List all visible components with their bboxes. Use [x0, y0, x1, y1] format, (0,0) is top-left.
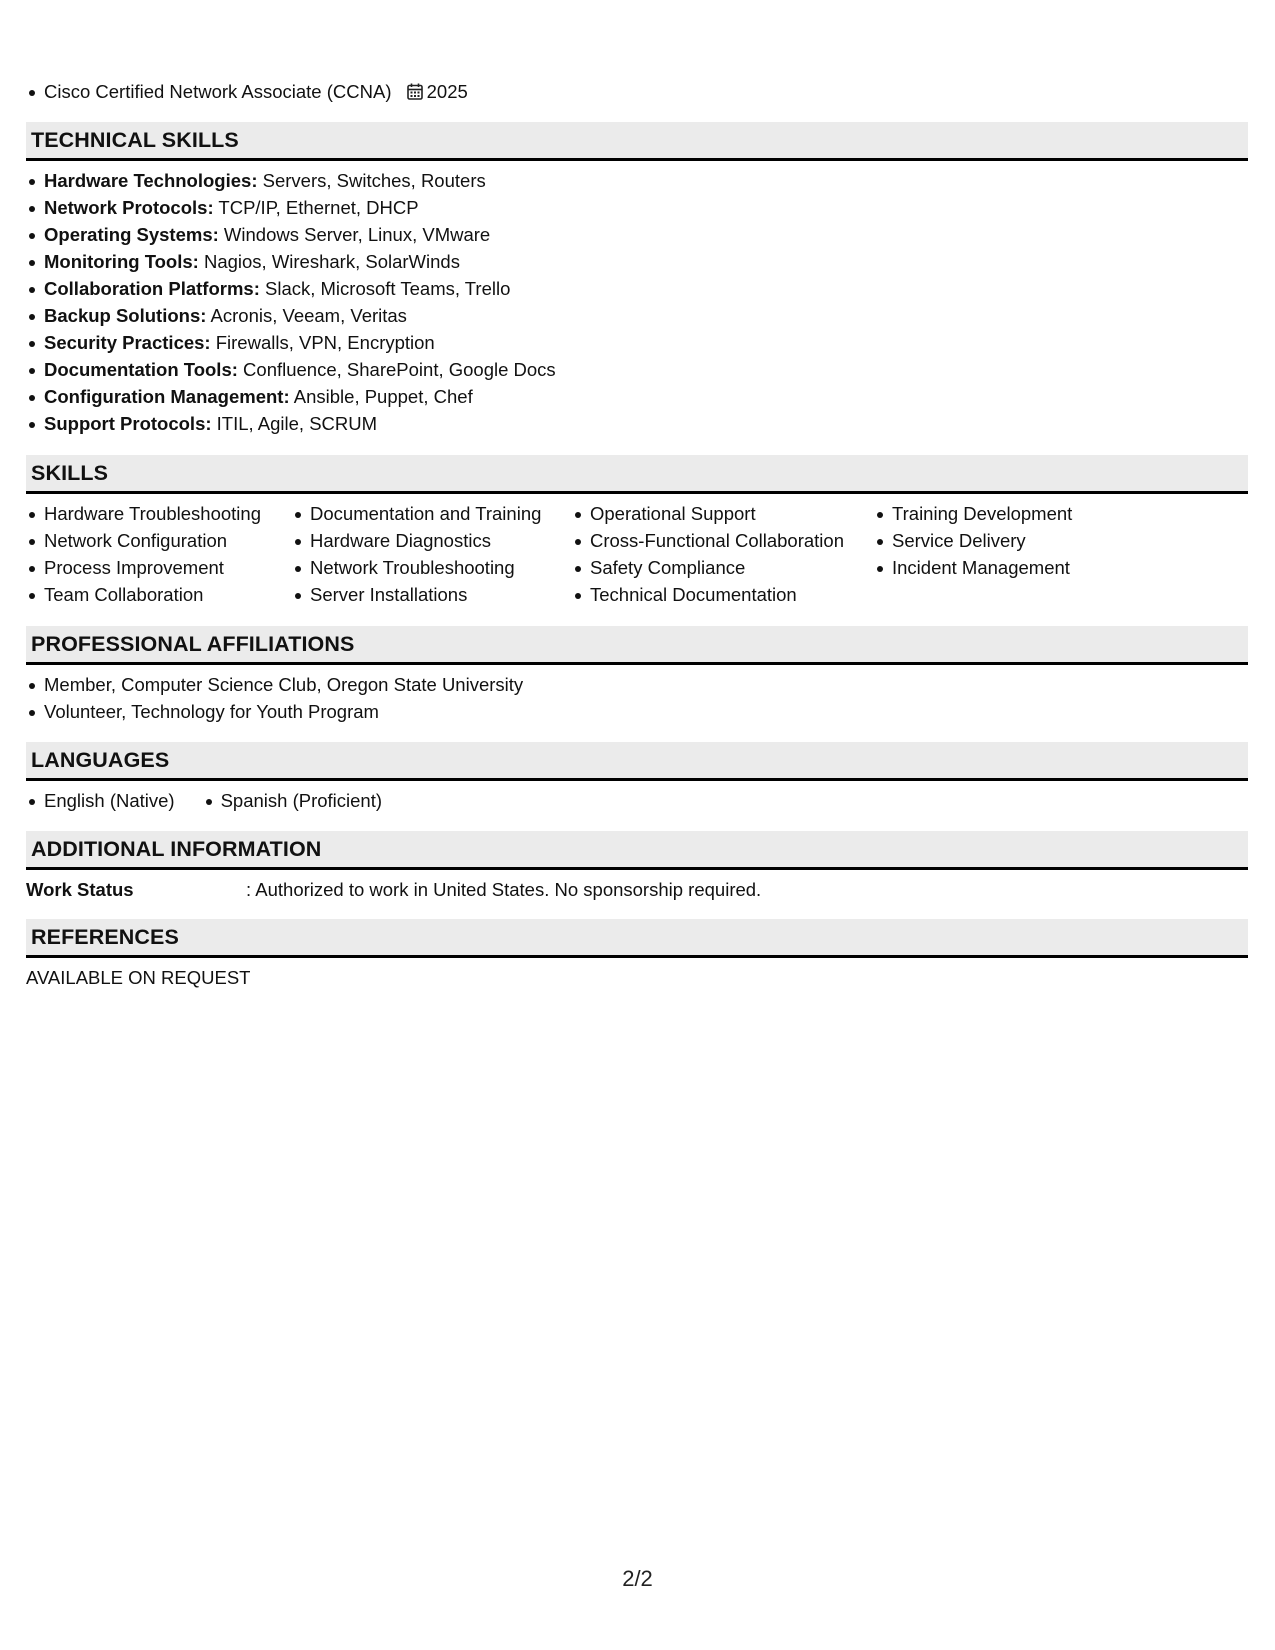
list-item: Incident Management [874, 554, 1094, 581]
list-item [26, 275, 556, 302]
section-title: PROFESSIONAL AFFILIATIONS [31, 632, 355, 656]
work-status-value: : Authorized to work in United States. No sponsorship required. [246, 879, 762, 900]
list-item: Network Troubleshooting [292, 554, 572, 581]
skills-columns [26, 500, 1094, 608]
skill-category: Security Practices: [44, 332, 211, 353]
list-item: Technical Documentation [572, 581, 874, 608]
skill-values: Servers, Switches, Routers [262, 170, 486, 191]
list-item: Documentation and Training [292, 500, 572, 527]
list-item: Process Improvement [26, 554, 292, 581]
list-item: Server Installations [292, 581, 572, 608]
list-item [26, 248, 556, 275]
list-item: Operational Support [572, 500, 874, 527]
languages-header [26, 742, 1248, 781]
skill-values: Firewalls, VPN, Encryption [215, 332, 435, 353]
skill-category: Documentation Tools: [44, 359, 238, 380]
skill-values: ITIL, Agile, SCRUM [216, 413, 378, 434]
skill-category: Network Protocols: [44, 197, 214, 218]
skills-column [292, 500, 572, 608]
section-title: SKILLS [31, 461, 109, 485]
skill-values: Nagios, Wireshark, SolarWinds [203, 251, 460, 272]
work-status-row [26, 876, 761, 903]
list-item [26, 302, 556, 329]
list-item [26, 194, 556, 221]
certification-year: 2025 [426, 81, 468, 102]
skill-category: Collaboration Platforms: [44, 278, 260, 299]
list-item [26, 329, 556, 356]
list-item: Cross-Functional Collaboration [572, 527, 874, 554]
list-item [26, 167, 556, 194]
certification-list [26, 78, 468, 107]
skill-category: Hardware Technologies: [44, 170, 258, 191]
list-item: Team Collaboration [26, 581, 292, 608]
references-text: AVAILABLE ON REQUEST [26, 967, 251, 988]
section-title: REFERENCES [31, 925, 179, 949]
skill-values: Windows Server, Linux, VMware [223, 224, 491, 245]
work-status-label: Work Status [26, 879, 134, 900]
skills-column [874, 500, 1094, 608]
page-number: 2/2 [622, 1566, 653, 1591]
skill-values: Confluence, SharePoint, Google Docs [243, 359, 556, 380]
list-item: Hardware Diagnostics [292, 527, 572, 554]
affiliations-list [26, 671, 523, 725]
list-item: Hardware Troubleshooting [26, 500, 292, 527]
technical-skills-list [26, 167, 556, 437]
skill-category: Monitoring Tools: [44, 251, 199, 272]
certification-name: Cisco Certified Network Associate (CCNA) [44, 81, 392, 102]
list-item: Spanish (Proficient) [203, 787, 382, 814]
skill-values: Slack, Microsoft Teams, Trello [265, 278, 511, 299]
list-item: Training Development [874, 500, 1094, 527]
languages-list [26, 787, 410, 814]
additional-information-header [26, 831, 1248, 870]
certification-date [407, 81, 468, 102]
skills-header [26, 455, 1248, 494]
skill-values: Acronis, Veeam, Veritas [210, 305, 407, 326]
list-item: Safety Compliance [572, 554, 874, 581]
skills-column [572, 500, 874, 608]
list-item: English (Native) [26, 787, 175, 814]
list-item [26, 410, 556, 437]
skills-column [26, 500, 292, 608]
list-item [26, 221, 556, 248]
section-title: TECHNICAL SKILLS [31, 128, 239, 152]
certification-item [26, 78, 468, 107]
skill-category: Configuration Management: [44, 386, 290, 407]
skill-category: Support Protocols: [44, 413, 212, 434]
list-item: Network Configuration [26, 527, 292, 554]
references-header [26, 919, 1248, 958]
section-title: LANGUAGES [31, 748, 170, 772]
section-title: ADDITIONAL INFORMATION [31, 837, 322, 861]
list-item: Member, Computer Science Club, Oregon State University [26, 671, 523, 698]
affiliations-header [26, 626, 1248, 665]
calendar-icon [407, 80, 423, 107]
list-item: Service Delivery [874, 527, 1094, 554]
technical-skills-header [26, 122, 1248, 161]
list-item [26, 383, 556, 410]
skill-values: Ansible, Puppet, Chef [293, 386, 473, 407]
skill-values: TCP/IP, Ethernet, DHCP [218, 197, 419, 218]
list-item [26, 356, 556, 383]
skill-category: Operating Systems: [44, 224, 219, 245]
list-item: Volunteer, Technology for Youth Program [26, 698, 523, 725]
skill-category: Backup Solutions: [44, 305, 207, 326]
